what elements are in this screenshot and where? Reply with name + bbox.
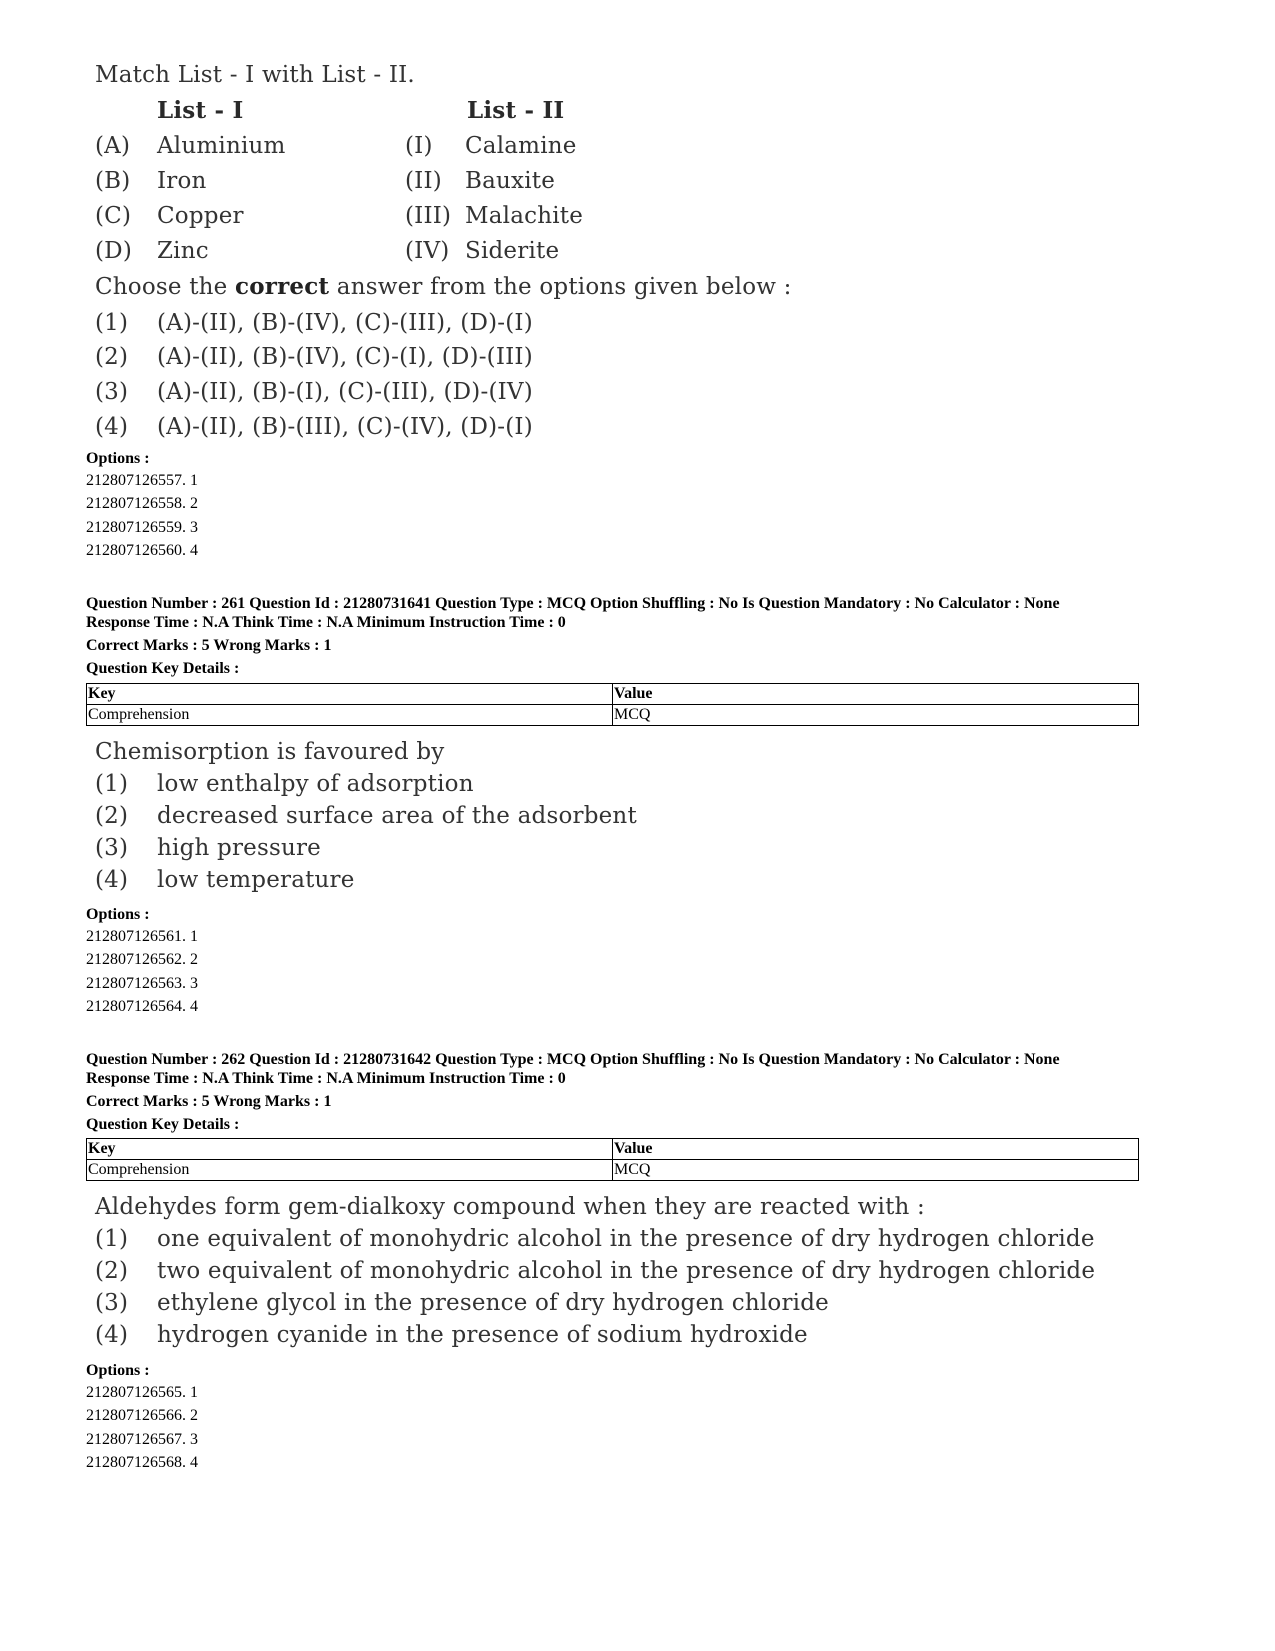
- choice-text: low enthalpy of adsorption: [157, 771, 474, 797]
- table-header-value: Value: [613, 1139, 1139, 1160]
- q262-options-list: [86, 1381, 198, 1474]
- option-item: 212807126562. 2: [86, 951, 198, 969]
- choice-text: (A)-(II), (B)-(IV), (C)-(III), (D)-(I): [157, 310, 533, 336]
- q261-question-image: [95, 739, 795, 899]
- choice-text: (A)-(II), (B)-(IV), (C)-(I), (D)-(III): [157, 344, 533, 370]
- list1-header: List - I: [157, 97, 244, 124]
- list1-label: (C): [95, 203, 132, 229]
- list1-label: (B): [95, 168, 131, 194]
- table-cell-value: MCQ: [613, 705, 1139, 726]
- list1-text: Aluminium: [157, 133, 286, 159]
- q261-options-label: Options :: [86, 906, 150, 923]
- list2-text: Siderite: [465, 238, 560, 264]
- q260-question-image: [95, 60, 795, 460]
- choice-number: (2): [95, 803, 129, 829]
- choice-number: (1): [95, 1226, 129, 1252]
- choice-number: (3): [95, 379, 129, 405]
- option-item: 212807126558. 2: [86, 495, 198, 513]
- list1-label: (A): [95, 133, 131, 159]
- option-item: 212807126566. 2: [86, 1407, 198, 1425]
- choice-text: high pressure: [157, 835, 321, 861]
- choice-number: (4): [95, 1322, 129, 1348]
- q260-options-label: Options :: [86, 450, 150, 467]
- choice-text: ethylene glycol in the presence of dry hydrogen chloride: [157, 1290, 829, 1316]
- q262-key-table: [86, 1138, 1139, 1181]
- choice-number: (1): [95, 771, 129, 797]
- choice-text: one equivalent of monohydric alcohol in the presence of dry hydrogen chloride: [157, 1226, 1095, 1252]
- choice-text: two equivalent of monohydric alcohol in the presence of dry hydrogen chloride: [157, 1258, 1096, 1284]
- choice-number: (2): [95, 1258, 129, 1284]
- list2-label: (II): [405, 168, 442, 194]
- list2-text: Calamine: [465, 133, 577, 159]
- choose-pre: Choose the: [95, 274, 236, 300]
- choice-number: (2): [95, 344, 129, 370]
- q262-marks: Correct Marks : 5 Wrong Marks : 1: [86, 1093, 332, 1110]
- list2-label: (IV): [405, 238, 450, 264]
- choice-number: (4): [95, 867, 129, 893]
- table-row: [87, 1160, 1139, 1181]
- q262-meta-line1: Question Number : 262 Question Id : 21280731642 Question Type : MCQ Option Shuffling : No Is Question Mandatory : No Calculator : None: [86, 1051, 1060, 1068]
- choose-bold: correct: [235, 273, 330, 300]
- list2-label: (III): [405, 203, 452, 229]
- table-cell-value: MCQ: [613, 1160, 1139, 1181]
- choose-instruction: [95, 273, 792, 300]
- choice-text: hydrogen cyanide in the presence of sodium hydroxide: [157, 1322, 808, 1348]
- q261-key-table: [86, 683, 1139, 726]
- table-cell-key: Comprehension: [87, 705, 613, 726]
- option-item: 212807126565. 1: [86, 1384, 198, 1401]
- list1-label: (D): [95, 238, 132, 264]
- q262-question-image: [95, 1194, 1095, 1354]
- choice-text: (A)-(II), (B)-(I), (C)-(III), (D)-(IV): [157, 379, 533, 405]
- q260-intro-text: Match List - I with List - II.: [95, 62, 415, 88]
- table-row: [87, 705, 1139, 726]
- option-item: 212807126559. 3: [86, 518, 198, 536]
- q261-key-details-label: Question Key Details :: [86, 660, 240, 677]
- table-header-key: Key: [87, 684, 613, 705]
- choice-number: (1): [95, 310, 129, 336]
- list1-text: Iron: [157, 168, 207, 194]
- q261-meta-line2: Response Time : N.A Think Time : N.A Minimum Instruction Time : 0: [86, 614, 566, 631]
- table-cell-key: Comprehension: [87, 1160, 613, 1181]
- option-item: 212807126564. 4: [86, 997, 198, 1015]
- q261-marks: Correct Marks : 5 Wrong Marks : 1: [86, 637, 332, 654]
- option-item: 212807126561. 1: [86, 928, 198, 945]
- choice-number: (3): [95, 1290, 129, 1316]
- q262-question-text: Aldehydes form gem-dialkoxy compound when they are reacted with :: [95, 1194, 926, 1220]
- q262-options-label: Options :: [86, 1362, 150, 1379]
- choice-number: (4): [95, 414, 129, 440]
- q261-options-list: [86, 925, 198, 1018]
- table-header-key: Key: [87, 1139, 613, 1160]
- option-item: 212807126567. 3: [86, 1430, 198, 1448]
- option-item: 212807126563. 3: [86, 974, 198, 992]
- q261-meta-line1: Question Number : 261 Question Id : 21280731641 Question Type : MCQ Option Shuffling : No Is Question Mandatory : No Calculator : None: [86, 595, 1060, 612]
- option-item: 212807126560. 4: [86, 541, 198, 559]
- table-header-value: Value: [613, 684, 1139, 705]
- list1-text: Zinc: [157, 238, 209, 264]
- table-header-row: [87, 1139, 1139, 1160]
- list2-label: (I): [405, 133, 433, 159]
- choose-post: answer from the options given below :: [329, 274, 792, 300]
- choice-text: low temperature: [157, 867, 355, 893]
- choice-number: (3): [95, 835, 129, 861]
- list2-text: Bauxite: [465, 168, 556, 194]
- q262-key-details-label: Question Key Details :: [86, 1116, 240, 1133]
- option-item: 212807126568. 4: [86, 1453, 198, 1471]
- choice-text: decreased surface area of the adsorbent: [157, 803, 637, 829]
- q262-meta-line2: Response Time : N.A Think Time : N.A Minimum Instruction Time : 0: [86, 1070, 566, 1087]
- table-header-row: [87, 684, 1139, 705]
- q261-question-text: Chemisorption is favoured by: [95, 739, 445, 765]
- list1-text: Copper: [157, 203, 244, 229]
- q260-options-list: [86, 469, 198, 562]
- choice-text: (A)-(II), (B)-(III), (C)-(IV), (D)-(I): [157, 414, 533, 440]
- list2-header: List - II: [467, 97, 565, 124]
- option-item: 212807126557. 1: [86, 472, 198, 489]
- q260-intro: [95, 62, 415, 88]
- list2-text: Malachite: [465, 203, 584, 229]
